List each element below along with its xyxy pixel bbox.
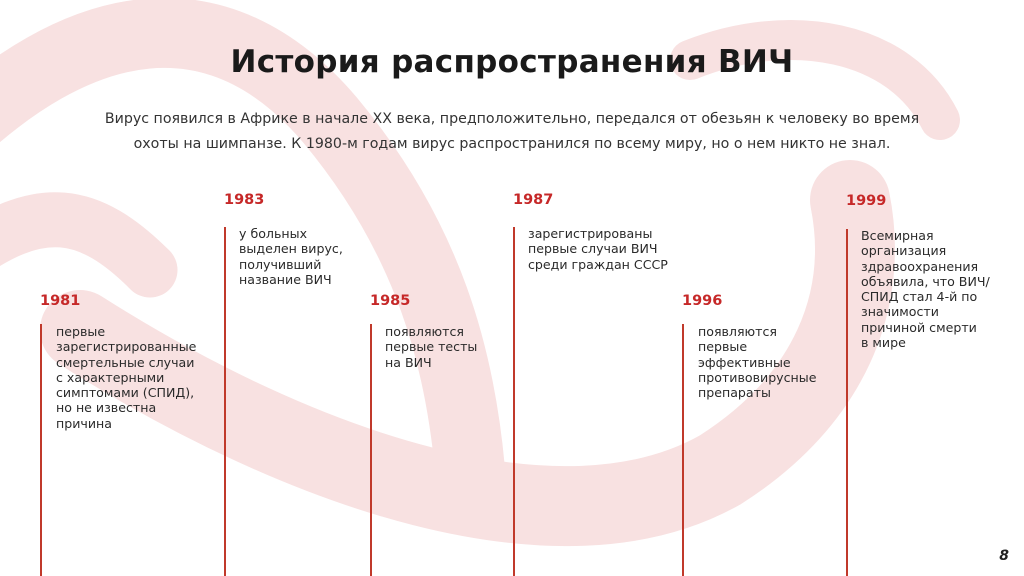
event-year: 1985 (370, 293, 411, 309)
event-year: 1996 (682, 293, 723, 309)
event-description: появляются первые тесты на ВИЧ (385, 324, 478, 370)
event-description: первые зарегистрированные смертельные случаи с характерными симптомами (СПИД), но не известна причина (56, 324, 197, 431)
page-number: 8 (999, 548, 1009, 564)
event-year: 1981 (40, 293, 81, 309)
timeline-line (846, 229, 848, 576)
event-description: появляются первые эффективные противовирусные препараты (698, 324, 817, 401)
event-year: 1987 (513, 192, 554, 208)
event-description: Всемирная организация здравоохранения объявила, что ВИЧ/ СПИД стал 4-й по значимости причиной смерти в мире (861, 228, 990, 351)
timeline-line (40, 324, 42, 576)
timeline-line (370, 324, 372, 576)
page-title: История распространения ВИЧ (230, 44, 794, 80)
event-description: у больных выделен вирус, получивший название ВИЧ (239, 226, 343, 287)
event-description: зарегистрированы первые случаи ВИЧ среди граждан СССР (528, 226, 668, 272)
event-year: 1999 (846, 193, 887, 209)
timeline-line (682, 324, 684, 576)
timeline-line (513, 227, 515, 576)
timeline-line (224, 227, 226, 576)
event-year: 1983 (224, 192, 265, 208)
intro-paragraph: Вирус появился в Африке в начале XX века, предположительно, передался от обезьян к человеку во время охоты на шимпанзе. К 1980-м годам вирус распространился по всему миру, но о нем никто не знал. (104, 111, 920, 152)
